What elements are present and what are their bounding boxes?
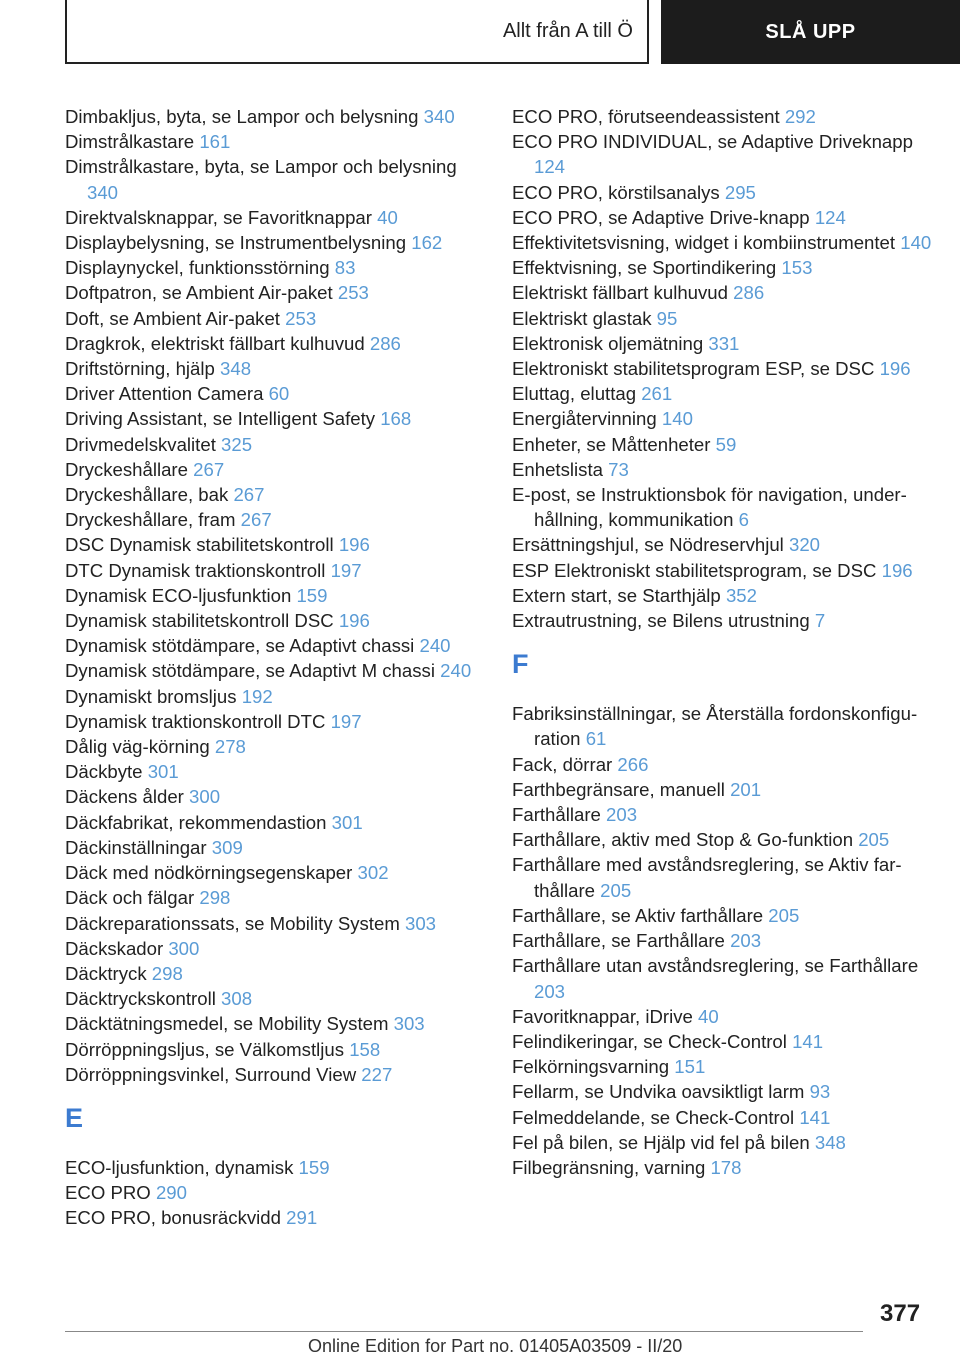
index-entry-page-link[interactable]: 352 — [725, 584, 757, 606]
index-entry-page-link[interactable]: 141 — [799, 1106, 831, 1128]
index-entry — [512, 1155, 932, 1180]
index-entry-term: Farthållare med avståndsreglering, se Aktiv farthållare — [512, 854, 902, 901]
index-entry — [65, 709, 485, 734]
index-entry-page-link[interactable]: 161 — [199, 131, 231, 153]
index-entry-page-link[interactable]: 303 — [404, 912, 437, 934]
index-entry — [65, 381, 485, 406]
index-entry — [65, 885, 485, 910]
index-entry-page-link[interactable]: 253 — [337, 282, 369, 304]
index-entry-term: Elektriskt glastak — [512, 307, 652, 329]
index-entry-term: Däck och fälgar — [65, 887, 195, 909]
index-entry-term: Däckinställningar — [65, 836, 207, 858]
index-entry-term: Energiåtervinning — [512, 408, 657, 430]
index-entry-page-link[interactable]: 309 — [211, 836, 243, 858]
index-entry-page-link[interactable]: 240 — [440, 660, 472, 682]
index-entry — [512, 1004, 932, 1029]
index-entry-term: Dragkrok, elektriskt fällbart kulhuvud — [65, 332, 365, 354]
index-entry-term: ECO-ljusfunktion, dynamisk — [65, 1156, 294, 1178]
index-entry-term: Dynamisk ECO-ljusfunktion — [65, 584, 292, 606]
index-entry-page-link[interactable]: 205 — [768, 904, 800, 926]
index-entry — [65, 734, 485, 759]
index-entry-term: Driftstörning, hjälp — [65, 358, 215, 380]
index-entry-page-link[interactable]: 300 — [168, 937, 200, 959]
index-column-left — [65, 104, 485, 1231]
index-list-d — [65, 104, 485, 1087]
index-entry — [512, 701, 932, 751]
index-entry-term: Dynamisk traktionskontroll DTC — [65, 710, 326, 732]
index-entry-term: Däckskador — [65, 937, 164, 959]
index-entry-term: Extern start, se Starthjälp — [512, 584, 721, 606]
index-entry-term: Extrautrustning, se Bilens utrustning — [512, 610, 810, 632]
index-entry-term: Däckfabrikat, rekommendastion — [65, 811, 327, 833]
index-entry-page-link[interactable]: 196 — [338, 610, 370, 632]
index-entry — [512, 1105, 932, 1130]
index-entry — [512, 752, 932, 777]
index-entry-term: DSC Dynamisk stabilitetskontroll — [65, 534, 334, 556]
index-entry-page-link[interactable]: 301 — [331, 811, 363, 833]
index-entry-term: Dimstrålkastare, byta, se Lampor och belysning — [65, 156, 457, 178]
index-entry — [512, 1130, 932, 1155]
index-entry-term: Fel på bilen, se Hjälp vid fel på bilen — [512, 1131, 810, 1153]
index-entry-term: Fabriksinställningar, se Återställa fordonskonfiguration — [512, 703, 918, 750]
index-entry-term: Dynamiskt bromsljus — [65, 685, 237, 707]
index-entry — [65, 1155, 485, 1180]
index-entry — [65, 684, 485, 709]
lookup-tab-label: SLÅ UPP — [765, 20, 856, 43]
index-entry — [65, 1205, 485, 1230]
index-entry — [65, 558, 485, 583]
index-entry-page-link[interactable]: 197 — [330, 559, 362, 581]
index-entry-page-link[interactable]: 178 — [710, 1156, 742, 1178]
index-entry-term: Fellarm, se Undvika oavsiktligt larm — [512, 1081, 805, 1103]
index-entry-term: Displaybelysning, se Instrumentbelysning — [65, 232, 407, 254]
index-entry-page-link[interactable]: 292 — [784, 106, 816, 127]
index-entry-term: ECO PRO, se Adaptive Drive-knapp — [512, 206, 810, 228]
index-list-e — [65, 1155, 485, 1231]
index-entry — [65, 255, 485, 280]
index-entry-page-link[interactable]: 267 — [193, 458, 225, 480]
index-list-e-continued — [512, 104, 932, 633]
index-entry-page-link[interactable]: 298 — [199, 887, 231, 909]
index-entry-page-link[interactable]: 73 — [608, 458, 629, 480]
index-entry — [65, 633, 485, 658]
index-entry-term: Dynamisk stötdämpare, se Adaptivt chassi — [65, 635, 415, 657]
section-tab-label: Allt från A till Ö — [502, 19, 633, 42]
index-entry-term: ECO PRO INDIVIDUAL, se Adaptive Driveknapp — [512, 131, 913, 153]
index-entry-term: ESP Elektroniskt stabilitetsprogram, se DSC — [512, 559, 877, 581]
index-entry — [65, 457, 485, 482]
index-entry — [65, 911, 485, 936]
index-entry-term: DTC Dynamisk traktionskontroll — [65, 559, 326, 581]
index-entry — [65, 482, 485, 507]
index-entry-page-link[interactable]: 203 — [730, 930, 762, 952]
index-entry-term: Däckbyte — [65, 761, 143, 783]
footer-edition-text: Online Edition for Part no. 01405A03509 - II/20 — [308, 1336, 683, 1356]
index-entry-term: Farthbegränsare, manuell — [512, 778, 725, 800]
index-entry — [65, 331, 485, 356]
index-entry — [512, 406, 932, 431]
index-entry-term: Dynamisk stabilitetskontroll DSC — [65, 610, 334, 632]
index-entry-term: Felindikeringar, se Check-Control — [512, 1030, 787, 1052]
index-entry — [512, 230, 932, 255]
index-entry — [65, 1037, 485, 1062]
index-entry-page-link[interactable]: 267 — [233, 484, 265, 506]
index-entry-page-link[interactable]: 168 — [380, 408, 412, 430]
index-entry — [512, 1079, 932, 1104]
index-entry-term: Dryckeshållare, fram — [65, 509, 236, 531]
index-entry-term: Däckens ålder — [65, 786, 184, 808]
index-entry-term: Filbegränsning, varning — [512, 1156, 706, 1178]
index-entry-term: Effektvisning, se Sportindikering — [512, 257, 777, 279]
index-entry-page-link[interactable]: 93 — [809, 1081, 831, 1103]
index-entry-term: Fack, dörrar — [512, 753, 613, 775]
index-entry-page-link[interactable]: 59 — [715, 433, 737, 455]
index-entry-page-link[interactable]: 348 — [220, 358, 252, 380]
index-entry-page-link[interactable]: 278 — [214, 736, 246, 758]
index-entry-page-link[interactable]: 83 — [334, 257, 356, 279]
index-entry — [65, 961, 485, 986]
index-entry — [65, 104, 485, 129]
index-entry — [512, 827, 932, 852]
index-entry-term: Enheter, se Måttenheter — [512, 433, 711, 455]
index-entry-page-link[interactable]: 291 — [286, 1207, 318, 1229]
index-entry-page-link[interactable]: 60 — [268, 383, 290, 405]
index-entry — [65, 532, 485, 557]
index-entry — [65, 936, 485, 961]
index-entry-term: Doftpatron, se Ambient Air-paket — [65, 282, 333, 304]
index-entry-term: Felmeddelande, se Check-Control — [512, 1106, 795, 1128]
index-entry-term: ECO PRO, bonusräckvidd — [65, 1207, 281, 1229]
index-entry — [65, 1011, 485, 1036]
index-entry-page-link[interactable]: 40 — [698, 1005, 719, 1027]
index-entry-term: ECO PRO — [65, 1182, 151, 1204]
index-entry-page-link[interactable]: 295 — [724, 181, 756, 203]
index-entry — [512, 255, 932, 280]
index-entry — [512, 777, 932, 802]
index-entry — [65, 507, 485, 532]
index-entry-term: Effektivitetsvisning, widget i kombiinstrumentet — [512, 232, 896, 254]
index-entry-page-link[interactable]: 286 — [369, 332, 401, 354]
index-entry-term: Drivmedelskvalitet — [65, 433, 216, 455]
index-entry-term: Doft, se Ambient Air-paket — [65, 307, 280, 329]
index-entry-term: Däcktryckskontroll — [65, 988, 216, 1010]
index-entry-term: Favoritknappar, iDrive — [512, 1005, 693, 1027]
index-entry-page-link[interactable]: 267 — [240, 509, 272, 531]
page-number: 377 — [880, 1300, 921, 1327]
index-entry-term: ECO PRO, förutseendeassistent — [512, 106, 780, 127]
index-entry — [512, 558, 932, 583]
index-entry — [65, 129, 485, 154]
index-entry-page-link[interactable]: 95 — [656, 307, 678, 329]
index-entry-term: Däckreparationssats, se Mobility System — [65, 912, 400, 934]
index-entry-page-link[interactable]: 325 — [221, 433, 253, 455]
index-entry-term: Elektriskt fällbart kulhuvud — [512, 282, 728, 304]
index-entry-page-link[interactable]: 197 — [330, 710, 362, 732]
index-entry-term: Ersättningshjul, se Nödreservhjul — [512, 534, 784, 556]
index-entry — [65, 230, 485, 255]
index-entry-page-link[interactable]: 205 — [600, 879, 632, 901]
index-entry-page-link[interactable]: 140 — [900, 232, 932, 254]
index-entry — [65, 432, 485, 457]
index-entry-page-link[interactable]: 227 — [361, 1063, 393, 1085]
index-entry-term: E-post, se Instruktionsbok för navigation, underhållning, kommunikation — [512, 484, 907, 531]
index-entry — [65, 986, 485, 1011]
index-entry-term: Farthållare, se Aktiv farthållare — [512, 904, 764, 926]
index-entry-term: Däcktätningsmedel, se Mobility System — [65, 1013, 389, 1035]
index-entry-term: Driving Assistant, se Intelligent Safety — [65, 408, 376, 430]
index-entry-page-link[interactable]: 253 — [285, 307, 317, 329]
index-entry-page-link[interactable]: 301 — [147, 761, 179, 783]
index-entry-page-link[interactable]: 6 — [738, 509, 749, 531]
index-entry-page-link[interactable]: 7 — [814, 610, 826, 632]
index-entry — [65, 608, 485, 633]
index-entry-term: Däcktryck — [65, 962, 147, 984]
index-entry-page-link[interactable]: 308 — [221, 988, 253, 1010]
index-entry-page-link[interactable]: 124 — [814, 206, 846, 228]
index-entry — [512, 903, 932, 928]
section-letter-e: E — [65, 1102, 84, 1133]
index-entry-term: Dålig väg-körning — [65, 736, 210, 758]
index-entry-page-link[interactable]: 290 — [155, 1182, 187, 1204]
index-entry — [512, 129, 932, 179]
index-entry — [65, 280, 485, 305]
index-entry — [65, 658, 485, 683]
index-entry — [65, 154, 485, 204]
index-entry-term: Dörröppningsvinkel, Surround View — [65, 1063, 357, 1085]
index-entry — [512, 432, 932, 457]
index-entry — [65, 306, 485, 331]
index-list-f — [512, 701, 932, 1180]
index-entry-page-link[interactable]: 348 — [814, 1131, 846, 1153]
index-entry-page-link[interactable]: 151 — [674, 1056, 706, 1078]
index-entry-page-link[interactable]: 303 — [393, 1013, 425, 1035]
footer-divider — [65, 1331, 863, 1332]
index-entry-page-link[interactable]: 205 — [858, 829, 890, 851]
index-entry-page-link[interactable]: 340 — [87, 181, 119, 203]
index-entry-page-link[interactable]: 40 — [377, 206, 398, 228]
index-entry — [512, 583, 932, 608]
index-entry — [512, 205, 932, 230]
index-entry-page-link[interactable]: 203 — [534, 980, 566, 1002]
index-entry — [512, 608, 932, 633]
index-entry-term: Felkörningsvarning — [512, 1056, 670, 1078]
index-entry — [512, 280, 932, 305]
index-entry — [65, 406, 485, 431]
index-entry-page-link[interactable]: 141 — [792, 1030, 824, 1052]
index-entry-page-link[interactable]: 159 — [298, 1156, 330, 1178]
section-letter-f: F — [512, 649, 529, 680]
index-entry-page-link[interactable]: 203 — [606, 804, 638, 826]
index-entry-page-link[interactable]: 153 — [781, 257, 813, 279]
index-entry-term: Eluttag, eluttag — [512, 383, 637, 405]
index-entry-term: Enhetslista — [512, 458, 603, 480]
index-entry-term: Däck med nödkörningsegenskaper — [65, 862, 353, 884]
index-entry-term: Dörröppningsljus, se Välkomstljus — [65, 1038, 345, 1060]
index-column-right — [512, 104, 932, 1180]
index-entry-page-link[interactable]: 302 — [357, 862, 389, 884]
index-entry-term: Displaynyckel, funktionsstörning — [65, 257, 330, 279]
index-entry — [65, 1062, 485, 1087]
lookup-tab[interactable] — [661, 0, 960, 64]
index-entry-page-link[interactable]: 320 — [788, 534, 821, 556]
index-entry — [512, 852, 932, 902]
index-entry — [65, 1180, 485, 1205]
index-entry — [512, 457, 932, 482]
index-entry — [65, 835, 485, 860]
index-entry-term: Elektroniskt stabilitetsprogram ESP, se DSC — [512, 358, 875, 380]
index-entry — [512, 1054, 932, 1079]
index-entry — [65, 784, 485, 809]
index-entry-page-link[interactable]: 196 — [879, 358, 911, 380]
index-entry-page-link[interactable]: 286 — [733, 282, 765, 304]
index-entry — [512, 953, 932, 1003]
index-entry — [65, 205, 485, 230]
index-entry-page-link[interactable]: 300 — [189, 786, 221, 808]
index-entry — [512, 356, 932, 381]
index-entry-page-link[interactable]: 298 — [151, 962, 183, 984]
index-entry — [65, 356, 485, 381]
index-entry-term: Dryckeshållare, bak — [65, 484, 229, 506]
index-entry — [512, 306, 932, 331]
index-entry-term: Dimstrålkastare — [65, 131, 195, 153]
index-entry — [512, 104, 932, 129]
index-entry-term: Dynamisk stötdämpare, se Adaptivt M chassi — [65, 660, 435, 682]
index-entry-page-link[interactable]: 158 — [349, 1038, 381, 1060]
section-tab[interactable] — [65, 0, 649, 64]
index-entry — [512, 1029, 932, 1054]
index-entry-page-link[interactable]: 240 — [419, 635, 451, 657]
index-entry-page-link[interactable]: 196 — [338, 534, 370, 556]
index-entry-page-link[interactable]: 261 — [641, 383, 673, 405]
index-entry-term: Farthållare — [512, 804, 601, 826]
index-entry-page-link[interactable]: 61 — [585, 728, 607, 750]
index-entry-page-link[interactable]: 140 — [661, 408, 693, 430]
index-entry-term: Farthållare utan avståndsreglering, se Farthållare — [512, 955, 919, 977]
index-entry-page-link[interactable]: 192 — [241, 685, 273, 707]
index-entry — [65, 759, 485, 784]
index-entry — [512, 331, 932, 356]
index-entry-term: Dimbakljus, byta, se Lampor och belysning — [65, 106, 419, 127]
index-entry — [512, 928, 932, 953]
index-entry-page-link[interactable]: 331 — [708, 332, 740, 354]
index-entry-page-link[interactable]: 196 — [881, 559, 913, 581]
index-entry-term: Farthållare, se Farthållare — [512, 930, 725, 952]
index-entry-term: ECO PRO, körstilsanalys — [512, 181, 720, 203]
index-entry — [512, 482, 932, 532]
index-entry — [512, 802, 932, 827]
index-entry-term: Farthållare, aktiv med Stop & Go-funktion — [512, 829, 854, 851]
index-entry-page-link[interactable]: 201 — [730, 778, 762, 800]
index-entry-term: Elektronisk oljemätning — [512, 332, 704, 354]
index-entry-term: Driver Attention Camera — [65, 383, 264, 405]
index-entry-page-link[interactable]: 124 — [534, 156, 566, 178]
index-entry — [65, 810, 485, 835]
index-entry — [512, 180, 932, 205]
index-entry-page-link[interactable]: 266 — [617, 753, 649, 775]
index-entry-page-link[interactable]: 159 — [296, 584, 328, 606]
index-entry — [512, 532, 932, 557]
index-entry-term: Dryckeshållare — [65, 458, 188, 480]
index-entry — [512, 381, 932, 406]
index-entry-term: Direktvalsknappar, se Favoritknappar — [65, 206, 372, 228]
index-entry — [65, 860, 485, 885]
index-entry-page-link[interactable]: 340 — [423, 106, 455, 127]
index-entry — [65, 583, 485, 608]
index-entry-page-link[interactable]: 162 — [411, 232, 443, 254]
